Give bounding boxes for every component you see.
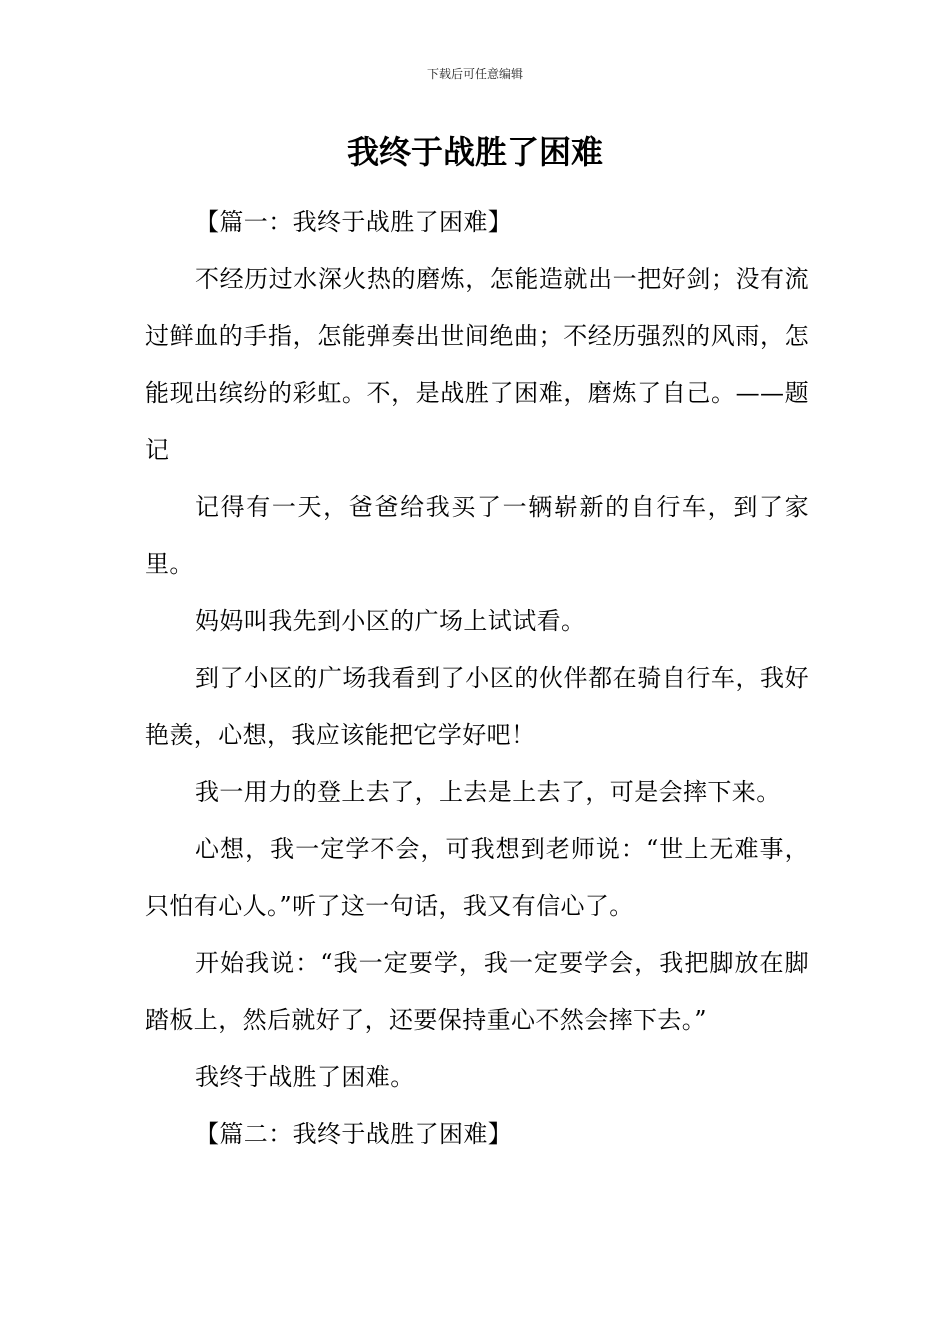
document-body [145, 194, 809, 1163]
paragraph: 我终于战胜了困难。 [195, 1063, 415, 1091]
paragraph: 开始我说：“我一定要学，我一定要学会，我把脚放在脚踏板上，然后就好了，还要保持重心不然会摔下去。” [145, 949, 809, 1034]
header-note: 下载后可任意编辑 [426, 67, 523, 81]
paragraph: 妈妈叫我先到小区的广场上试试看。 [195, 607, 586, 635]
paragraph-epigraph: 不经历过水深火热的磨炼，怎能造就出一把好剑；没有流过鲜血的手指，怎能弹奏出世间绝曲；不经历强烈的风雨，怎能现出缤纷的彩虹。不，是战胜了困难，磨炼了自己。——题记 [145, 265, 809, 464]
document-title: 我终于战胜了困难 [346, 133, 603, 171]
paragraph: 到了小区的广场我看到了小区的伙伴都在骑自行车，我好艳羡，心想，我应该能把它学好吧！ [145, 664, 809, 749]
section-heading-1: 【篇一：我终于战胜了困难】 [195, 208, 513, 236]
paragraph: 记得有一天，爸爸给我买了一辆崭新的自行车，到了家里。 [145, 493, 809, 578]
paragraph: 心想，我一定学不会，可我想到老师说：“世上无难事，只怕有心人。”听了这一句话，我又有信心了。 [145, 835, 809, 920]
section-heading-2: 【篇二：我终于战胜了困难】 [195, 1120, 513, 1148]
paragraph: 我一用力的登上去了，上去是上去了，可是会摔下来。 [195, 778, 781, 806]
